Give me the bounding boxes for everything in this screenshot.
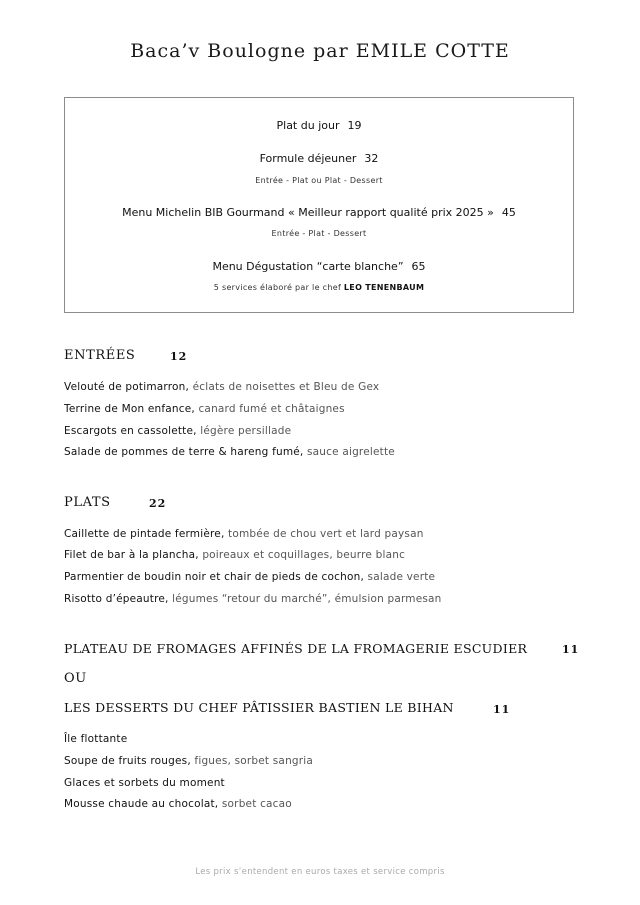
item-name: Escargots en cassolette,	[64, 425, 197, 437]
item-desc: salade verte	[363, 571, 436, 583]
item-desc: figues, sorbet sangria	[190, 755, 314, 767]
item-name: Soupe de fruits rouges,	[64, 755, 191, 767]
menu-degustation-line	[65, 260, 573, 273]
formule-dejeuner-line	[65, 152, 573, 165]
item-name: Île flottante	[64, 733, 128, 745]
formulas-box	[64, 97, 574, 313]
desserts-price: 11	[493, 703, 511, 716]
item-name: Filet de bar à la plancha,	[64, 549, 199, 561]
item-name: Terrine de Mon enfance,	[64, 403, 195, 415]
formule-dejeuner-detail: Entrée - Plat ou Plat - Dessert	[255, 176, 383, 185]
item-name: Velouté de potimarron,	[64, 381, 190, 393]
entree-item	[64, 403, 345, 415]
plat-du-jour-line	[65, 119, 573, 132]
plat-du-jour-price: 19	[347, 119, 362, 132]
dessert-item	[64, 777, 225, 789]
plat-item	[64, 593, 442, 605]
menu-michelin-price: 45	[501, 206, 516, 219]
formule-dejeuner-price: 32	[364, 152, 379, 165]
item-desc: canard fumé et châtaignes	[194, 403, 345, 415]
item-name: Mousse chaude au chocolat,	[64, 798, 219, 810]
item-name: Glaces et sorbets du moment	[64, 777, 225, 789]
formule-dejeuner-name: Formule déjeuner	[259, 152, 357, 165]
menu-degustation-detail	[65, 283, 573, 292]
dessert-item	[64, 755, 313, 767]
plats-price: 22	[149, 497, 167, 510]
menu-michelin-line	[65, 206, 573, 219]
plat-item	[64, 528, 424, 540]
entree-item	[64, 425, 291, 437]
dessert-item	[64, 798, 292, 810]
item-desc: poireaux et coquillages, beurre blanc	[198, 549, 406, 561]
item-desc: légère persillade	[196, 425, 292, 437]
plat-item	[64, 549, 405, 561]
entree-item	[64, 446, 395, 458]
fromages-title: PLATEAU DE FROMAGES AFFINÉS DE LA FROMAGERIE ESCUDIER	[64, 641, 528, 656]
menu-michelin-detail: Entrée - Plat - Dessert	[271, 229, 367, 238]
or-separator: OU	[64, 671, 87, 686]
item-name: Risotto d’épeautre,	[64, 593, 169, 605]
entrees-price: 12	[170, 350, 188, 363]
entree-item	[64, 381, 379, 393]
entrees-title: ENTRÉES	[64, 348, 136, 363]
desserts-title: LES DESSERTS DU CHEF PÂTISSIER BASTIEN LE BIHAN	[64, 700, 454, 715]
item-desc: tombée de chou vert et lard paysan	[224, 528, 424, 540]
plat-du-jour-name: Plat du jour	[276, 119, 340, 132]
menu-degustation-detail-text: 5 services élaboré par le chef	[213, 283, 344, 292]
item-name: Salade de pommes de terre & hareng fumé,	[64, 446, 304, 458]
plats-title: PLATS	[64, 495, 111, 510]
plat-item	[64, 571, 435, 583]
item-desc: éclats de noisettes et Bleu de Gex	[189, 381, 380, 393]
item-desc: sorbet cacao	[218, 798, 292, 810]
restaurant-title: Baca’v Boulogne par EMILE COTTE	[130, 40, 510, 62]
item-name: Parmentier de boudin noir et chair de pieds de cochon,	[64, 571, 364, 583]
dessert-item	[64, 733, 127, 745]
fromages-price: 11	[562, 643, 580, 656]
menu-michelin-name: Menu Michelin BIB Gourmand « Meilleur rapport qualité prix 2025 »	[122, 206, 494, 219]
item-name: Caillette de pintade fermière,	[64, 528, 225, 540]
price-footnote: Les prix s’entendent en euros taxes et service compris	[195, 867, 445, 877]
item-desc: sauce aigrelette	[303, 446, 395, 458]
menu-degustation-name: Menu Dégustation “carte blanche”	[212, 260, 404, 273]
item-desc: légumes “retour du marché”, émulsion parmesan	[168, 593, 442, 605]
menu-degustation-price: 65	[411, 260, 426, 273]
chef-name: LEO TENENBAUM	[343, 283, 425, 292]
